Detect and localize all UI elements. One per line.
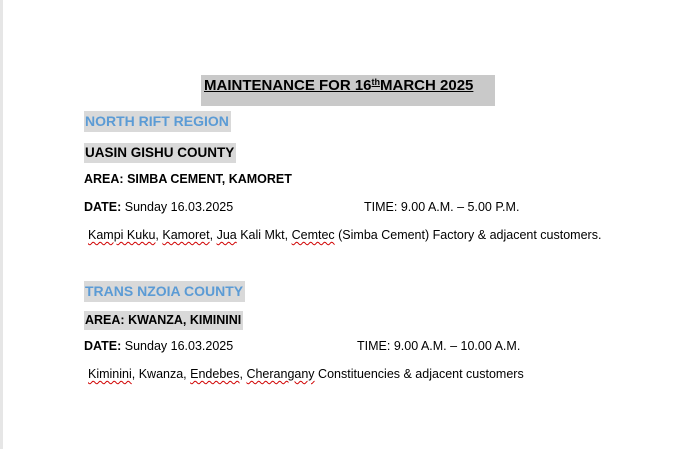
date-line: DATE: Sunday 16.03.2025 [84, 200, 234, 214]
locations-text: Kiminini, Kwanza, Endebes, Cherangany Constituencies & adjacent customers [88, 367, 524, 381]
page-left-border [0, 0, 3, 449]
locations-text: Kampi Kuku, Kamoret, Jua Kali Mkt, Cemtec (Simba Cement) Factory & adjacent customers. [88, 228, 602, 242]
area-line: AREA: KWANZA, KIMININI [84, 311, 243, 330]
time-line: TIME: 9.00 A.M. – 10.00 A.M. [357, 339, 521, 353]
area-line: AREA: SIMBA CEMENT, KAMORET [84, 172, 292, 186]
page-title: MAINTENANCE FOR 16thMARCH 2025 [204, 77, 474, 94]
region-heading: NORTH RIFT REGION [84, 111, 231, 132]
time-line: TIME: 9.00 A.M. – 5.00 P.M. [364, 200, 520, 214]
county-heading: TRANS NZOIA COUNTY [84, 281, 245, 302]
county-heading: UASIN GISHU COUNTY [84, 143, 236, 163]
date-line: DATE: Sunday 16.03.2025 [84, 339, 234, 353]
title-superscript: th [371, 77, 381, 87]
